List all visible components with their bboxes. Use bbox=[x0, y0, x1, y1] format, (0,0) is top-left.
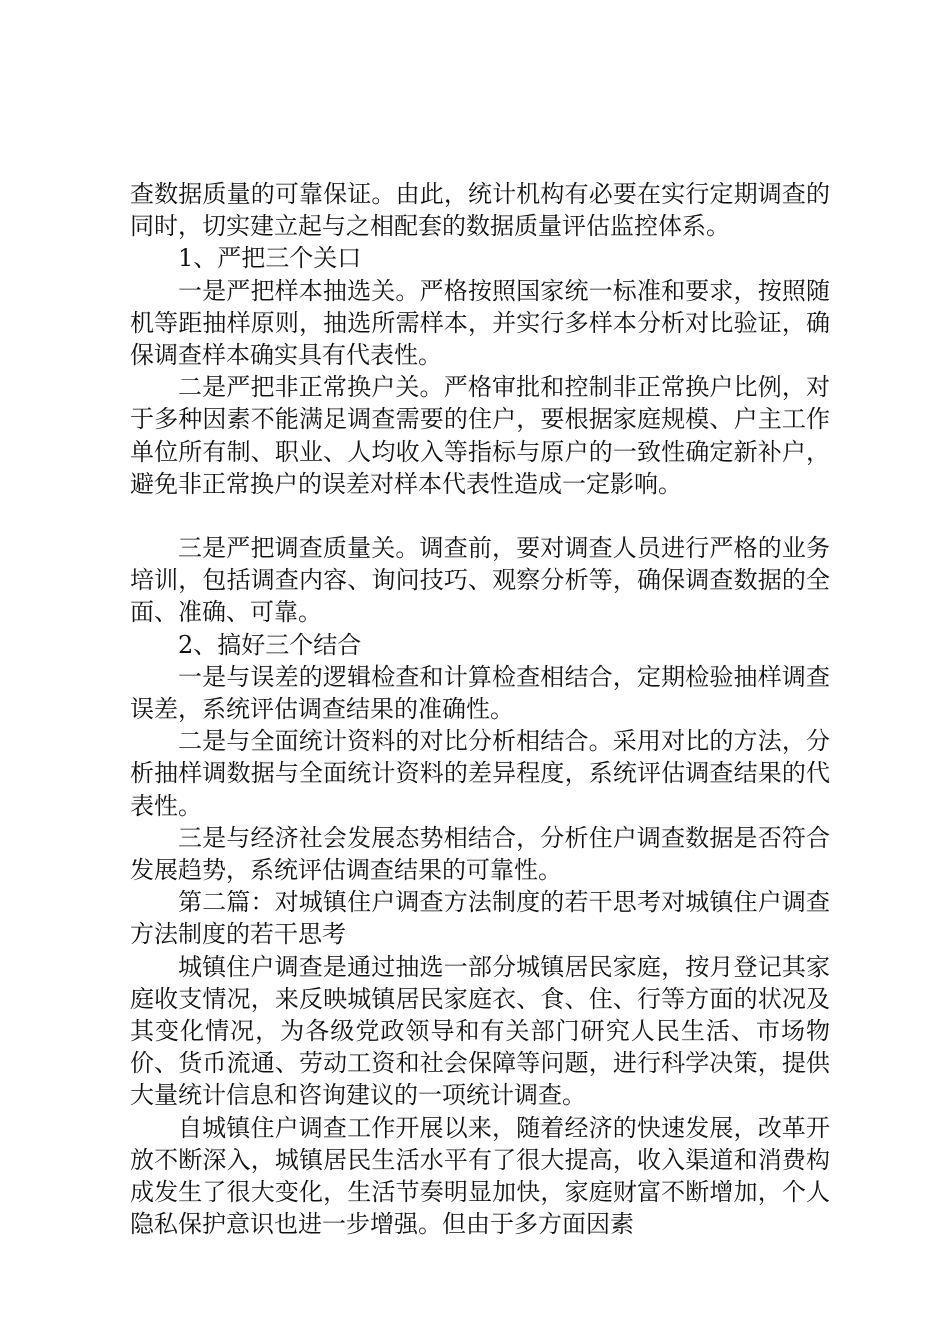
document-page bbox=[130, 178, 830, 1241]
paragraph-survey-history: 自城镇住户调查工作开展以来，随着经济的快速发展，改革开放不断深入，城镇居民生活水平有了很大提高，收入渠道和消费构成发生了很大变化，生活节奏明显加快，家庭财富不断增加，个人隐私保护意识也进一步增强。但由于多方面因素 bbox=[130, 1113, 830, 1239]
section-heading-three-combinations: 2、搞好三个结合 bbox=[178, 630, 362, 659]
section-heading-three-checks: 1、严把三个关口 bbox=[178, 244, 362, 273]
paragraph-household-replacement: 二是严把非正常换户关。严格审批和控制非正常换户比例，对于多种因素不能满足调查需要的住户，要根据家庭规模、户主工作单位所有制、职业、人均收入等指标与原户的一致性确定新补户，避免非正常换户的误差对样本代表性造成一定影响。 bbox=[130, 373, 830, 498]
paragraph-error-check: 一是与误差的逻辑检查和计算检查相结合，定期检验抽样调查误差，系统评估调查结果的准确性。 bbox=[130, 662, 830, 724]
paragraph-development-trend: 三是与经济社会发展态势相结合，分析住户调查数据是否符合发展趋势，系统评估调查结果的可靠性。 bbox=[130, 823, 830, 885]
paragraph-survey-definition: 城镇住户调查是通过抽选一部分城镇居民家庭，按月登记其家庭收支情况，来反映城镇居民家庭衣、食、住、行等方面的状况及其变化情况，为各级党政领导和有关部门研究人民生活、市场物价、货币流通、劳动工资和社会保障等问题，进行科学决策，提供大量统计信息和咨询建议的一项统计调查。 bbox=[130, 952, 830, 1110]
paragraph-sample-selection: 一是严把样本抽选关。严格按照国家统一标准和要求，按照随机等距抽样原则，抽选所需样本，并实行多样本分析对比验证，确保调查样本确实具有代表性。 bbox=[130, 276, 830, 370]
chapter-title-part-two: 第二篇：对城镇住户调查方法制度的若干思考对城镇住户调查方法制度的若干思考 bbox=[130, 888, 830, 949]
paragraph-continuation: 查数据质量的可靠保证。由此，统计机构有必要在实行定期调查的同时，切实建立起与之相配套的数据质量评估监控体系。 bbox=[130, 180, 830, 241]
paragraph-survey-quality: 三是严把调查质量关。调查前，要对调查人员进行严格的业务培训，包括调查内容、询问技巧、观察分析等，确保调查数据的全面、准确、可靠。 bbox=[130, 534, 830, 627]
paragraph-comparative-analysis: 二是与全面统计资料的对比分析相结合。采用对比的方法，分析抽样调数据与全面统计资料的差异程度，系统评估调查结果的代表性。 bbox=[130, 727, 830, 820]
